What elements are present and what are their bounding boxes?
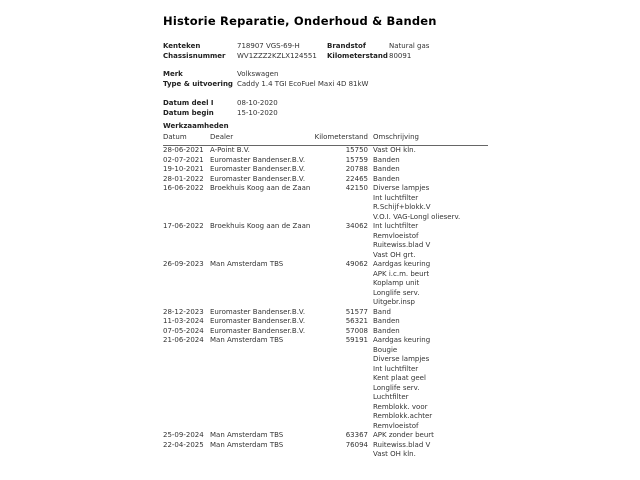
- vehicle-id-section: [163, 41, 488, 62]
- merk-label: Merk: [163, 70, 183, 78]
- omschrijving-line: Longlife serv.: [373, 288, 420, 297]
- row-omschrijving: [368, 184, 488, 222]
- row-datum: 21-06-2024: [163, 336, 204, 344]
- omschrijving-line: Vast OH kln.: [373, 450, 416, 458]
- row-dealer: Broekhuis Koog aan de Zaan: [210, 222, 311, 230]
- row-kilometerstand: 34062: [345, 222, 368, 230]
- column-header-dealer: Dealer: [210, 133, 234, 141]
- row-kilometerstand: 56321: [345, 317, 368, 325]
- table-row: [163, 441, 488, 460]
- omschrijving-line: Diverse lampjes: [373, 184, 430, 192]
- omschrijving-line: Ruitewiss.blad V: [373, 241, 431, 249]
- omschrijving-line: APK i.c.m. beurt: [373, 269, 430, 278]
- row-kilometerstand: 22465: [345, 174, 368, 183]
- table-row: [163, 336, 488, 431]
- row-dealer: Man Amsterdam TBS: [210, 431, 284, 439]
- row-datum: 25-09-2024: [163, 431, 204, 439]
- table-row: [163, 260, 488, 308]
- omschrijving-line: Diverse lampjes: [373, 355, 430, 363]
- row-dealer: Broekhuis Koog aan de Zaan: [210, 184, 311, 192]
- chassisnummer-label: Chassisnummer: [163, 52, 226, 61]
- omschrijving-line: V.O.I. VAG-Longl olieserv.: [373, 212, 461, 221]
- merk-value: Volkswagen: [237, 70, 279, 78]
- omschrijving-line: Banden: [373, 317, 400, 325]
- type-uitvoering-label: Type & uitvoering: [163, 80, 233, 89]
- row-dealer: Man Amsterdam TBS: [210, 440, 284, 449]
- datum-deel-1-label: Datum deel I: [163, 99, 214, 107]
- datum-begin-value: 15-10-2020: [237, 109, 278, 118]
- table-row: [163, 184, 488, 222]
- row-datum: 07-05-2024: [163, 326, 204, 335]
- werkzaamheden-heading: Werkzaamheden: [163, 122, 229, 130]
- row-omschrijving: [368, 146, 488, 156]
- row-omschrijving: [368, 175, 488, 185]
- kenteken-value: 718907 VGS-69-H: [237, 42, 300, 50]
- omschrijving-line: Longlife serv.: [373, 383, 420, 392]
- row-dealer: Euromaster Bandenser.B.V.: [210, 165, 306, 173]
- kilometerstand-label: Kilometerstand: [327, 52, 388, 61]
- omschrijving-line: Banden: [373, 326, 400, 335]
- row-omschrijving: [368, 336, 488, 431]
- registration-dates-section: [163, 98, 488, 119]
- kenteken-label: Kenteken: [163, 42, 201, 50]
- table-row: [163, 308, 488, 318]
- row-omschrijving: [368, 317, 488, 327]
- row-kilometerstand: 42150: [345, 184, 368, 192]
- column-header-kilometerstand: Kilometerstand: [314, 133, 368, 141]
- omschrijving-line: Band: [373, 307, 391, 316]
- omschrijving-line: Remvloeistof: [373, 231, 419, 240]
- row-kilometerstand: 15759: [345, 155, 368, 164]
- omschrijving-line: Kent plaat geel: [373, 374, 426, 382]
- brandstof-value: Natural gas: [389, 42, 430, 50]
- omschrijving-line: Vast OH kln.: [373, 146, 416, 154]
- omschrijving-line: Banden: [373, 165, 400, 173]
- row-datum: 28-12-2023: [163, 307, 204, 316]
- column-header-omschrijving: Omschrijving: [373, 133, 419, 141]
- row-kilometerstand: 15750: [345, 146, 368, 154]
- werkzaamheden-table-body: [163, 146, 488, 460]
- page-title: Historie Reparatie, Onderhoud & Banden: [163, 14, 437, 28]
- row-omschrijving: [368, 441, 488, 460]
- row-kilometerstand: 76094: [345, 440, 368, 449]
- row-dealer: Man Amsterdam TBS: [210, 336, 284, 344]
- row-omschrijving: [368, 156, 488, 166]
- row-omschrijving: [368, 165, 488, 175]
- row-kilometerstand: 57008: [345, 326, 368, 335]
- row-datum: 26-09-2023: [163, 260, 204, 268]
- row-kilometerstand: 49062: [345, 260, 368, 268]
- row-datum: 28-01-2022: [163, 174, 204, 183]
- chassisnummer-value: WV1ZZZ2KZLX124551: [237, 52, 317, 61]
- table-row: [163, 317, 488, 327]
- row-kilometerstand: 59191: [345, 336, 368, 344]
- omschrijving-line: Bougie: [373, 345, 398, 354]
- row-omschrijving: [368, 308, 488, 318]
- row-omschrijving: [368, 327, 488, 337]
- row-kilometerstand: 51577: [345, 307, 368, 316]
- omschrijving-line: Ruitewiss.blad V: [373, 440, 431, 449]
- omschrijving-line: Remblokk. voor: [373, 402, 428, 411]
- omschrijving-line: Luchtfilter: [373, 393, 409, 401]
- omschrijving-line: Banden: [373, 155, 400, 164]
- row-dealer: Euromaster Bandenser.B.V.: [210, 326, 306, 335]
- row-datum: 22-04-2025: [163, 440, 204, 449]
- row-dealer: Euromaster Bandenser.B.V.: [210, 155, 306, 164]
- row-omschrijving: [368, 260, 488, 308]
- omschrijving-line: Int luchtfilter: [373, 222, 419, 230]
- row-kilometerstand: 20788: [345, 165, 368, 173]
- row-datum: 19-10-2021: [163, 165, 204, 173]
- omschrijving-line: Int luchtfilter: [373, 193, 419, 202]
- column-header-datum: Datum: [163, 133, 187, 141]
- vehicle-make-section: [163, 69, 488, 90]
- type-uitvoering-value: Caddy 1.4 TGI EcoFuel Maxi 4D 81kW: [237, 80, 369, 89]
- omschrijving-line: Aardgas keuring: [373, 336, 431, 344]
- omschrijving-line: Remvloeistof: [373, 421, 419, 430]
- row-dealer: A-Point B.V.: [210, 146, 250, 154]
- omschrijving-line: Aardgas keuring: [373, 260, 431, 268]
- omschrijving-line: R.Schijf+blokk.V: [373, 203, 431, 211]
- table-row: [163, 175, 488, 185]
- row-datum: 11-03-2024: [163, 317, 204, 325]
- omschrijving-line: Koplamp unit: [373, 279, 420, 287]
- row-datum: 17-06-2022: [163, 222, 204, 230]
- row-kilometerstand: 63367: [345, 431, 368, 439]
- row-datum: 16-06-2022: [163, 184, 204, 192]
- table-row: [163, 146, 488, 156]
- omschrijving-line: Int luchtfilter: [373, 364, 419, 373]
- omschrijving-line: Remblokk.achter: [373, 412, 433, 420]
- table-row: [163, 156, 488, 166]
- row-dealer: Man Amsterdam TBS: [210, 260, 284, 268]
- row-omschrijving: [368, 222, 488, 260]
- row-dealer: Euromaster Bandenser.B.V.: [210, 317, 306, 325]
- omschrijving-line: Banden: [373, 174, 400, 183]
- werkzaamheden-table-header: [163, 133, 488, 146]
- table-row: [163, 431, 488, 441]
- row-datum: 28-06-2021: [163, 146, 204, 154]
- row-datum: 02-07-2021: [163, 155, 204, 164]
- omschrijving-line: Vast OH grt.: [373, 250, 416, 259]
- table-row: [163, 327, 488, 337]
- omschrijving-line: Uitgebr.insp: [373, 298, 415, 306]
- table-row: [163, 222, 488, 260]
- row-dealer: Euromaster Bandenser.B.V.: [210, 307, 306, 316]
- datum-deel-1-value: 08-10-2020: [237, 99, 278, 107]
- datum-begin-label: Datum begin: [163, 109, 214, 118]
- omschrijving-line: APK zonder beurt: [373, 431, 434, 439]
- row-omschrijving: [368, 431, 488, 441]
- brandstof-label: Brandstof: [327, 42, 366, 50]
- kilometerstand-value: 80091: [389, 52, 412, 61]
- row-dealer: Euromaster Bandenser.B.V.: [210, 174, 306, 183]
- table-row: [163, 165, 488, 175]
